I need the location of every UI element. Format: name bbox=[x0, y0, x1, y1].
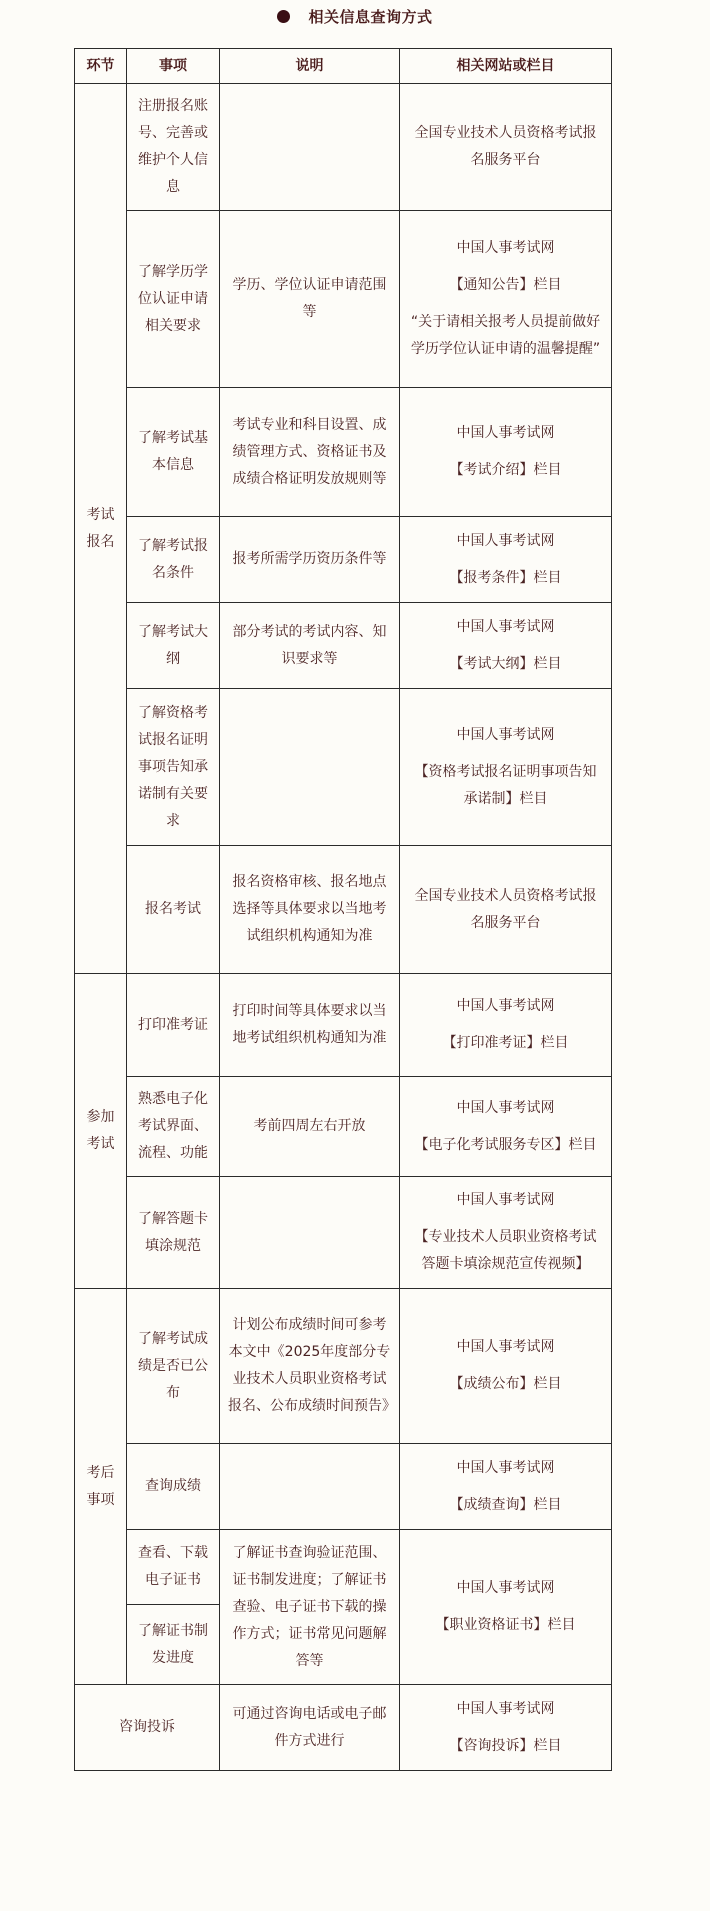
table-row bbox=[75, 1685, 612, 1771]
stage-cell-after: 考后事项 bbox=[75, 1289, 127, 1685]
desc-cell: 了解证书查询验证范围、证书制发进度；了解证书查验、电子证书下载的操作方式；证书常见问题解答等 bbox=[220, 1530, 400, 1685]
site-column-link[interactable]: 【成绩公布】栏目 bbox=[449, 1376, 562, 1392]
site-name: 中国人事考试网 bbox=[456, 1192, 555, 1208]
header-stage: 环节 bbox=[75, 49, 127, 84]
site-name: 中国人事考试网 bbox=[456, 532, 555, 549]
item-cell: 了解资格考试报名证明事项告知承诺制有关要求 bbox=[127, 689, 220, 846]
site-cell bbox=[400, 1177, 612, 1289]
site-column-link[interactable]: 【打印准考证】栏目 bbox=[442, 1035, 569, 1051]
table-row bbox=[75, 1289, 612, 1444]
table-row bbox=[75, 1177, 612, 1289]
info-query-table bbox=[74, 48, 612, 1771]
site-cell bbox=[400, 689, 612, 846]
stage-cell-complaint: 咨询投诉 bbox=[75, 1685, 220, 1771]
site-cell bbox=[400, 388, 612, 517]
table-row bbox=[75, 211, 612, 388]
table-row bbox=[75, 1077, 612, 1177]
site-name: 中国人事考试网 bbox=[456, 240, 555, 256]
desc-cell bbox=[220, 1444, 400, 1530]
table-row bbox=[75, 846, 612, 974]
table-header-row bbox=[75, 49, 612, 84]
desc-cell: 计划公布成绩时间可参考本文中《2025年度部分专业技术人员职业资格考试报名、公布成绩时间预告》 bbox=[220, 1289, 400, 1444]
site-column-link[interactable]: 【报考条件】栏目 bbox=[449, 569, 562, 586]
desc-cell: 可通过咨询电话或电子邮件方式进行 bbox=[220, 1685, 400, 1771]
desc-cell: 报名资格审核、报名地点选择等具体要求以当地考试组织机构通知为准 bbox=[220, 846, 400, 974]
site-name: 中国人事考试网 bbox=[456, 1700, 555, 1717]
site-column-link[interactable]: 【考试大纲】栏目 bbox=[449, 655, 562, 672]
site-cell bbox=[400, 1685, 612, 1771]
site-cell bbox=[400, 974, 612, 1077]
site-column-link[interactable]: 【考试介绍】栏目 bbox=[449, 462, 562, 478]
item-cell: 熟悉电子化考试界面、流程、功能 bbox=[127, 1077, 220, 1177]
desc-cell: 考试专业和科目设置、成绩管理方式、资格证书及成绩合格证明发放规则等 bbox=[220, 388, 400, 517]
desc-cell: 报考所需学历资历条件等 bbox=[220, 517, 400, 603]
item-cell: 了解考试成绩是否已公布 bbox=[127, 1289, 220, 1444]
item-cell: 了解考试基本信息 bbox=[127, 388, 220, 517]
site-name: 中国人事考试网 bbox=[456, 726, 555, 743]
table-row bbox=[75, 1444, 612, 1530]
item-cell: 查看、下载电子证书 bbox=[127, 1530, 220, 1605]
site-cell bbox=[400, 1444, 612, 1530]
desc-cell bbox=[220, 84, 400, 211]
stage-cell-registration: 考试报名 bbox=[75, 84, 127, 974]
site-cell bbox=[400, 1077, 612, 1177]
site-cell bbox=[400, 846, 612, 974]
site-name: 全国专业技术人员资格考试报名服务平台 bbox=[414, 887, 597, 931]
site-column-link[interactable]: 【成绩查询】栏目 bbox=[449, 1496, 562, 1513]
item-cell: 注册报名账号、完善或维护个人信息 bbox=[127, 84, 220, 211]
table-row bbox=[75, 974, 612, 1077]
site-cell bbox=[400, 603, 612, 689]
table-row bbox=[75, 689, 612, 846]
desc-cell bbox=[220, 1177, 400, 1289]
site-name: 全国专业技术人员资格考试报名服务平台 bbox=[414, 125, 597, 168]
item-cell: 报名考试 bbox=[127, 846, 220, 974]
stage-cell-exam: 参加考试 bbox=[75, 974, 127, 1289]
section-title-text: 相关信息查询方式 bbox=[308, 8, 433, 26]
site-cell bbox=[400, 1530, 612, 1685]
site-column-link[interactable]: 【专业技术人员职业资格考试答题卡填涂规范宣传视频】 bbox=[414, 1229, 597, 1272]
item-cell: 查询成绩 bbox=[127, 1444, 220, 1530]
site-column-link[interactable]: 【职业资格证书】栏目 bbox=[435, 1617, 576, 1633]
desc-cell: 考前四周左右开放 bbox=[220, 1077, 400, 1177]
item-cell: 打印准考证 bbox=[127, 974, 220, 1077]
item-cell: 了解考试报名条件 bbox=[127, 517, 220, 603]
desc-cell: 学历、学位认证申请范围等 bbox=[220, 211, 400, 388]
header-desc: 说明 bbox=[220, 49, 400, 84]
site-name: 中国人事考试网 bbox=[456, 425, 555, 441]
bullet-dot-icon bbox=[277, 10, 290, 23]
site-cell bbox=[400, 211, 612, 388]
site-name: 中国人事考试网 bbox=[456, 998, 555, 1014]
section-title bbox=[0, 6, 710, 30]
item-cell: 了解答题卡填涂规范 bbox=[127, 1177, 220, 1289]
item-cell: 了解学历学位认证申请相关要求 bbox=[127, 211, 220, 388]
desc-cell bbox=[220, 689, 400, 846]
site-name: 中国人事考试网 bbox=[456, 1459, 555, 1476]
desc-cell: 部分考试的考试内容、知识要求等 bbox=[220, 603, 400, 689]
header-site: 相关网站或栏目 bbox=[400, 49, 612, 84]
site-column-link[interactable]: 【电子化考试服务专区】栏目 bbox=[414, 1136, 597, 1153]
site-column-link[interactable]: 【咨询投诉】栏目 bbox=[449, 1737, 562, 1754]
site-column-link[interactable]: 【通知公告】栏目 bbox=[449, 277, 562, 293]
site-name: 中国人事考试网 bbox=[456, 618, 555, 635]
site-name: 中国人事考试网 bbox=[456, 1580, 555, 1596]
site-notice-link[interactable]: “关于请相关报考人员提前做好学历学位认证申请的温馨提醒” bbox=[410, 314, 601, 357]
site-name: 中国人事考试网 bbox=[456, 1339, 555, 1355]
table-row bbox=[75, 1530, 612, 1605]
table-row bbox=[75, 517, 612, 603]
site-cell bbox=[400, 517, 612, 603]
site-cell bbox=[400, 1289, 612, 1444]
site-cell bbox=[400, 84, 612, 211]
item-cell: 了解考试大纲 bbox=[127, 603, 220, 689]
site-column-link[interactable]: 【资格考试报名证明事项告知承诺制】栏目 bbox=[414, 763, 597, 807]
header-item: 事项 bbox=[127, 49, 220, 84]
table-row bbox=[75, 84, 612, 211]
item-cell: 了解证书制发进度 bbox=[127, 1605, 220, 1685]
table-row bbox=[75, 603, 612, 689]
site-name: 中国人事考试网 bbox=[456, 1099, 555, 1116]
table-row bbox=[75, 388, 612, 517]
desc-cell: 打印时间等具体要求以当地考试组织机构通知为准 bbox=[220, 974, 400, 1077]
